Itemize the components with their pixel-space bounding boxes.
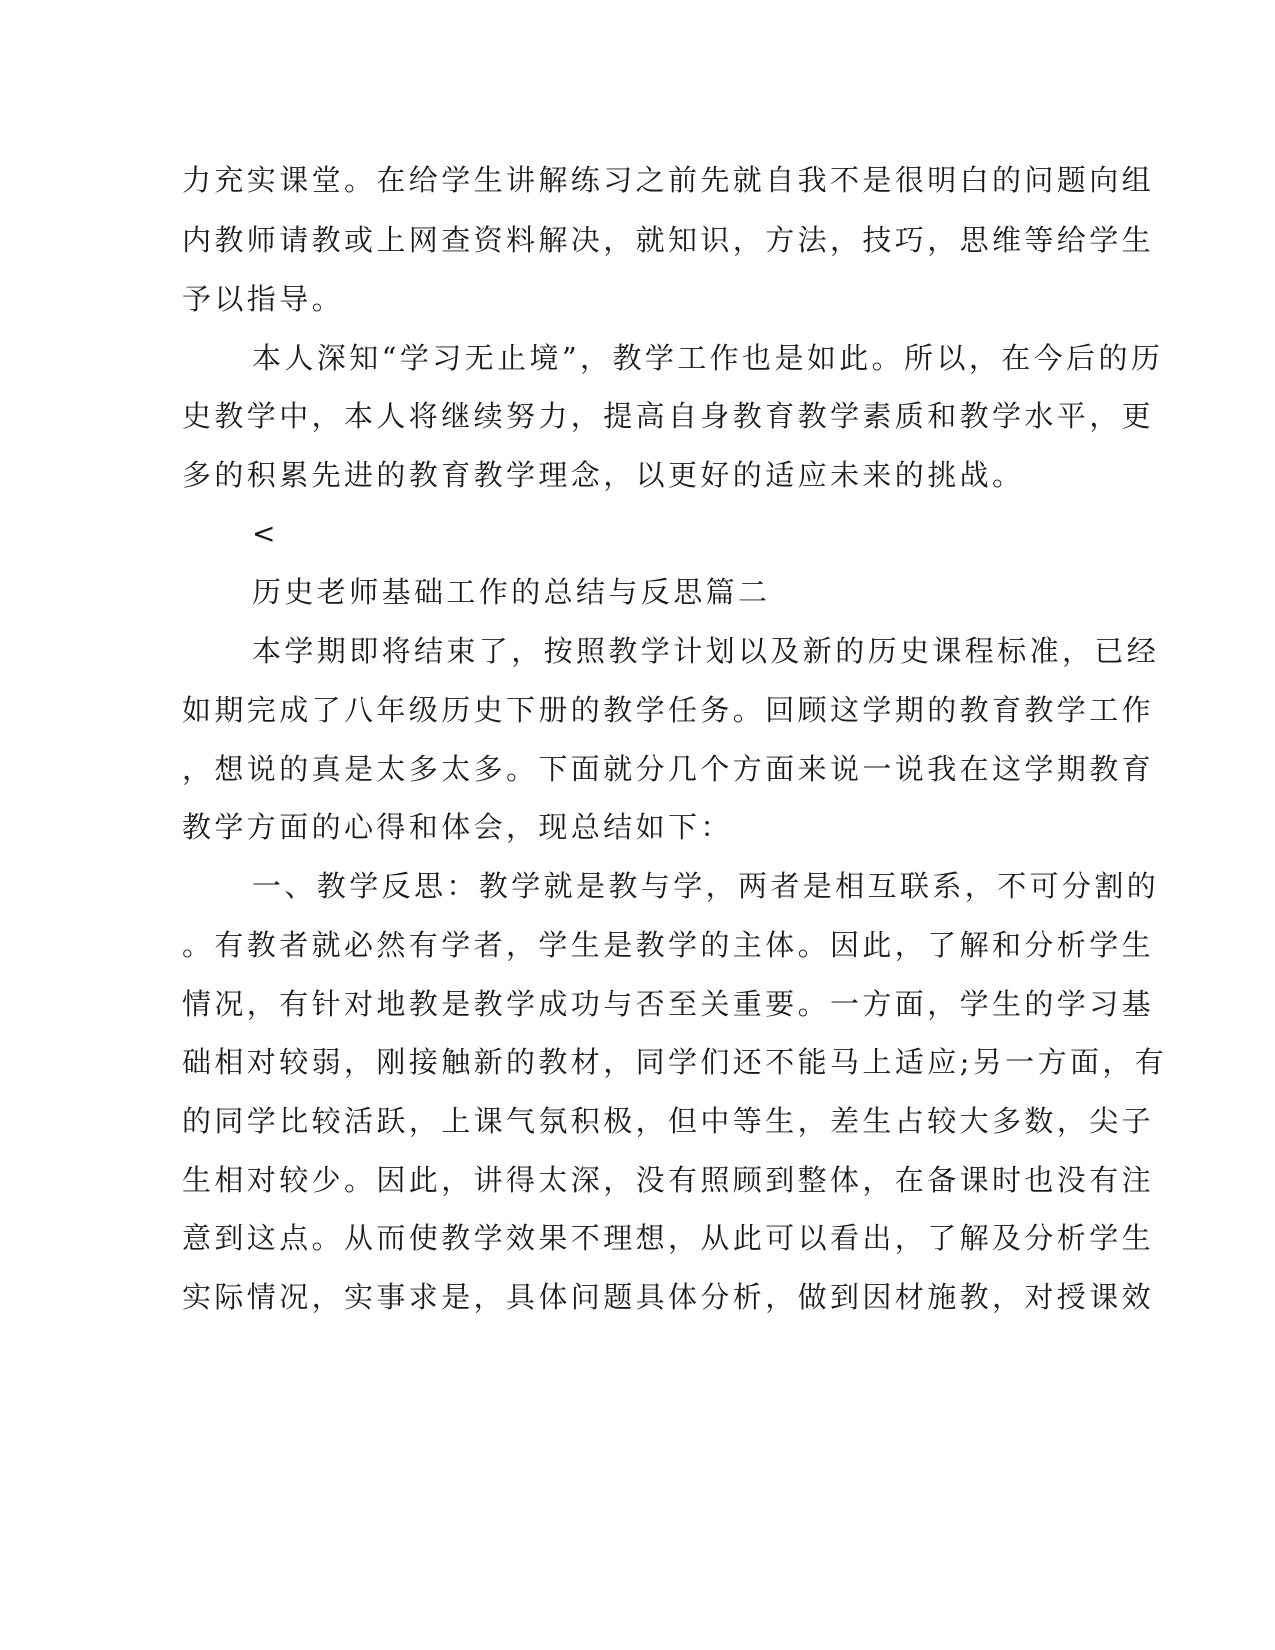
text-line: 生相对较少。因此，讲得太深，没有照顾到整体，在备课时也没有注 bbox=[182, 1163, 1155, 1197]
text-line: 本学期即将结束了，按照教学计划以及新的历史课程标准，已经 bbox=[252, 634, 1160, 668]
text-line: 史教学中，本人将继续努力，提高自身教育教学素质和教学水平，更 bbox=[182, 399, 1155, 433]
text-line: 的同学比较活跃，上课气氛积极，但中等生，差生占较大多数，尖子 bbox=[182, 1104, 1155, 1138]
text-line: 情况，有针对地教是教学成功与否至关重要。一方面，学生的学习基 bbox=[182, 987, 1155, 1021]
text-line: 予以指导。 bbox=[182, 282, 345, 316]
text-line: 本人深知“学习无止境”，教学工作也是如此。所以，在今后的历 bbox=[252, 341, 1164, 375]
text-line: 力充实课堂。在给学生讲解练习之前先就自我不是很明白的问题向组 bbox=[182, 163, 1155, 197]
text-line: 础相对较弱，刚接触新的教材，同学们还不能马上适应;另一方面，有 bbox=[182, 1045, 1168, 1079]
text-line: 教学方面的心得和体会，现总结如下： bbox=[182, 810, 733, 844]
text-line: 一、教学反思：教学就是教与学，两者是相互联系，不可分割的 bbox=[252, 869, 1160, 903]
text-line: 如期完成了八年级历史下册的教学任务。回顾这学期的教育教学工作 bbox=[182, 693, 1155, 727]
text-line: 。有教者就必然有学者，学生是教学的主体。因此，了解和分析学生 bbox=[182, 928, 1155, 962]
text-line: < bbox=[252, 517, 279, 550]
text-line: 意到这点。从而使教学效果不理想，从此可以看出，了解及分析学生 bbox=[182, 1221, 1155, 1255]
section-heading: 历史老师基础工作的总结与反思篇二 bbox=[252, 575, 771, 609]
text-line: 内教师请教或上网查资料解决，就知识，方法，技巧，思维等给学生 bbox=[182, 223, 1155, 257]
text-line: 实际情况，实事求是，具体问题具体分析，做到因材施教，对授课效 bbox=[182, 1280, 1155, 1314]
text-line: 多的积累先进的教育教学理念，以更好的适应未来的挑战。 bbox=[182, 458, 1025, 492]
text-line: ，想说的真是太多太多。下面就分几个方面来说一说我在这学期教育 bbox=[182, 752, 1155, 786]
